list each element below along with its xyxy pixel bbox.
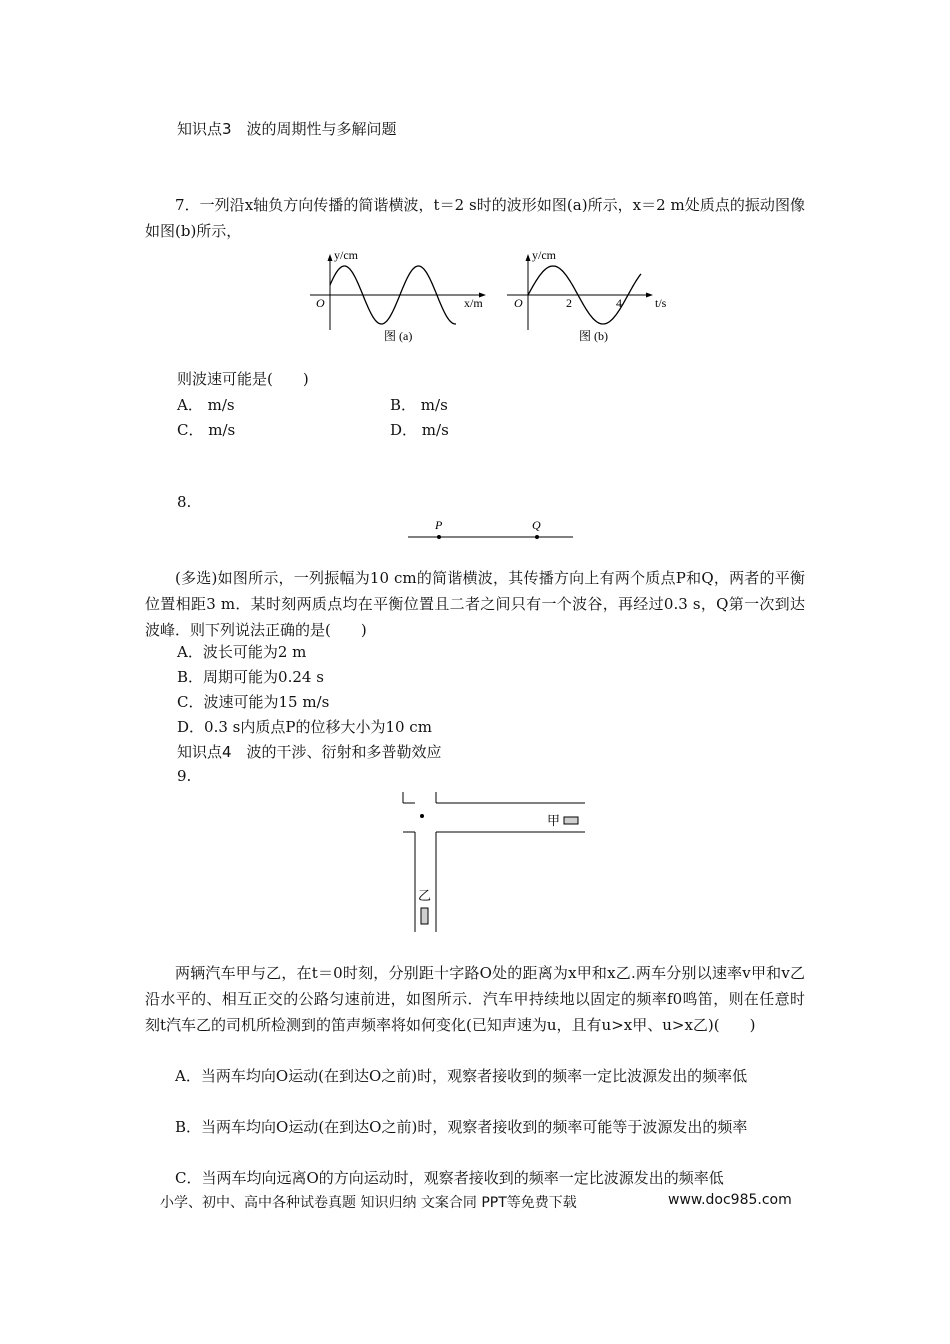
figure-a-ylabel: y/cm	[334, 248, 358, 262]
question-8-figure	[405, 515, 585, 545]
car-yi-icon	[421, 908, 428, 924]
car-jia-icon	[564, 817, 578, 824]
point-p-label: P	[435, 518, 443, 532]
figure-b-tick-4: 4	[616, 296, 622, 310]
figure-b-origin: O	[514, 296, 523, 310]
question-7-option-a: A． m/s	[177, 396, 235, 414]
question-8-number: 8.	[177, 493, 192, 511]
figure-b-caption: 图 (b)	[579, 329, 608, 343]
figure-b-tick-2: 2	[566, 296, 572, 310]
point-p-dot	[437, 535, 441, 539]
section-heading-4: 知识点4 波的干涉、衍射和多普勒效应	[177, 743, 442, 761]
figure-b-xlabel: t/s	[655, 296, 667, 310]
question-8-option-a: A．波长可能为2 m	[177, 643, 307, 661]
question-9-option-c: C．当两车均向远离O的方向运动时，观察者接收到的频率一定比波源发出的频率低	[175, 1169, 724, 1187]
question-9-stem: 两辆汽车甲与乙，在t＝0时刻，分别距十字路O处的距离为x甲和x乙.两车分别以速率v甲和v乙沿水平的、相互正交的公路匀速前进，如图所示．汽车甲持续地以固定的频率f0鸣笛，则在任意时刻t汽车乙的司机所检测到的笛声频率将如何变化(已知声速为u，且有u>x甲、u>x乙)( )	[145, 964, 805, 1034]
question-9-option-b: B．当两车均向O运动(在到达O之前)时，观察者接收到的频率可能等于波源发出的频率	[175, 1118, 748, 1136]
question-7-prompt: 则波速可能是( )	[177, 370, 309, 388]
question-7-stem: 7．一列沿x轴负方向传播的简谐横波，t＝2 s时的波形如图(a)所示，x＝2 m处质点的振动图像如图(b)所示，	[145, 196, 805, 240]
car-yi-label: 乙	[418, 889, 432, 904]
question-8-option-b: B．周期可能为0.24 s	[177, 668, 324, 686]
question-8-option-d: D．0.3 s内质点P的位移大小为10 cm	[177, 718, 432, 736]
footer-url[interactable]: www.doc985.com	[668, 1192, 792, 1208]
question-7-option-c: C． m/s	[177, 421, 236, 439]
question-7-option-d: D． m/s	[390, 421, 449, 439]
question-9-number: 9.	[177, 767, 192, 785]
car-jia-label: 甲	[547, 814, 561, 829]
figure-a-xlabel: x/m	[464, 296, 483, 310]
figure-a-caption: 图 (a)	[384, 329, 413, 343]
question-8-stem: (多选)如图所示，一列振幅为10 cm的简谐横波，其传播方向上有两个质点P和Q，两者的平衡位置相距3 m．某时刻两质点均在平衡位置且二者之间只有一个波谷，再经过0.3 s，Q第一次到达波峰．则下列说法正确的是( )	[145, 569, 805, 639]
question-7-option-b: B． m/s	[390, 396, 448, 414]
question-9-road-figure	[395, 790, 590, 935]
question-8-option-c: C．波速可能为15 m/s	[177, 693, 330, 711]
figure-b-ylabel: y/cm	[532, 248, 556, 262]
section-heading-3: 知识点3 波的周期性与多解问题	[177, 120, 397, 138]
intersection-o-dot	[420, 814, 424, 818]
question-9-option-a: A．当两车均向O运动(在到达O之前)时，观察者接收到的频率一定比波源发出的频率低	[175, 1067, 748, 1085]
footer-text: 小学、初中、高中各种试卷真题 知识归纳 文案合同 PPT等免费下载	[160, 1195, 577, 1211]
point-q-label: Q	[532, 518, 541, 532]
figure-a-wave-graph	[300, 244, 500, 350]
point-q-dot	[535, 535, 539, 539]
figure-a-origin: O	[316, 296, 325, 310]
figure-b-vibration-graph	[495, 244, 685, 350]
